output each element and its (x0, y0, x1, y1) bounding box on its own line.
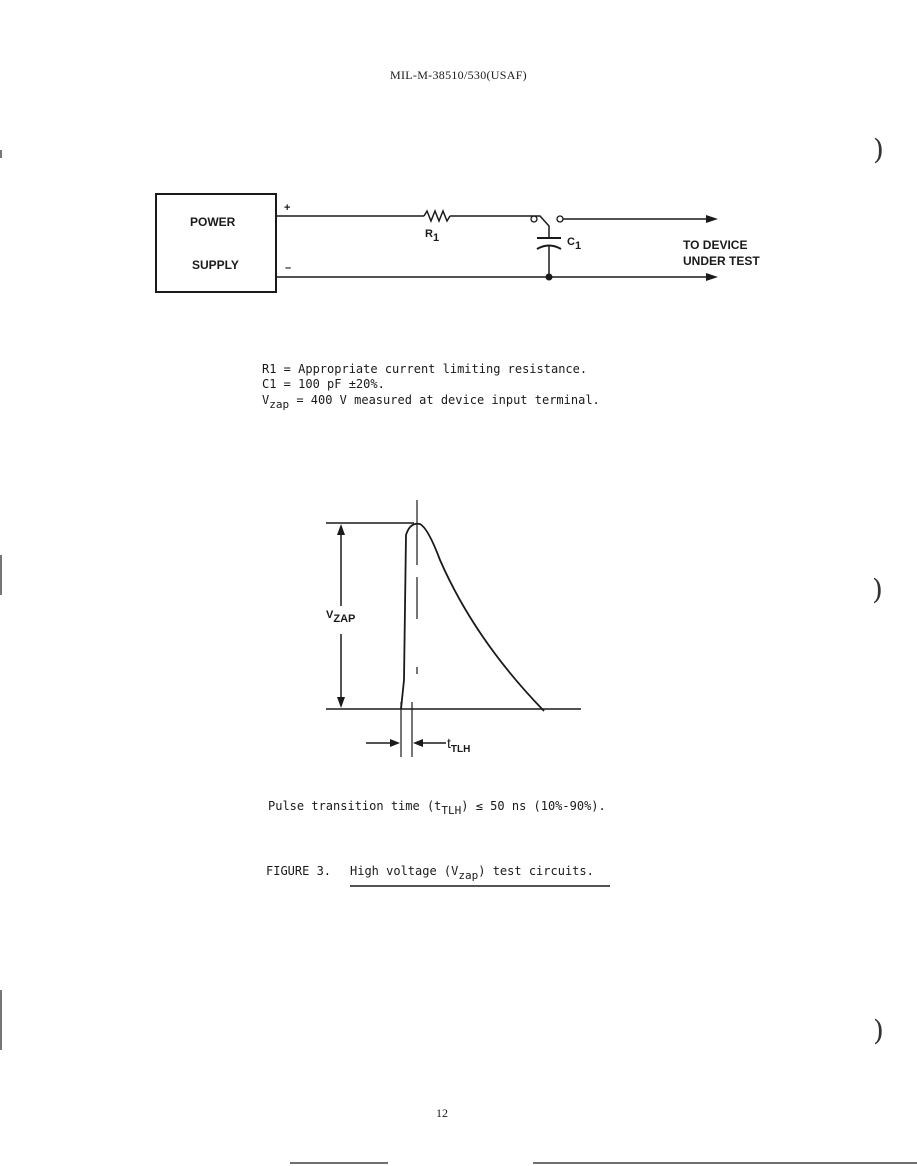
t-arrow-right-head (413, 739, 423, 747)
pulse-waveform (401, 524, 544, 711)
binder-mark-3: ) (873, 1014, 884, 1047)
note-c1: C1 = 100 pF ±20%. (262, 377, 385, 391)
pulse-note: Pulse transition time $(t_{TLH}) \le 50$ ns (10%-90%). (268, 799, 606, 817)
figure-label: FIGURE 3. (266, 864, 332, 878)
junction-dot (546, 274, 553, 281)
power-supply-box (156, 194, 276, 292)
capacitor-lead-top (530, 216, 549, 238)
switch-contact-right (557, 216, 563, 222)
binder-mark-1: ) (873, 133, 884, 166)
binder-mark-2: ) (872, 573, 883, 606)
pulse-ttlh-label: $t_{TLH}$ (447, 735, 471, 755)
capacitor-label: $C_1$ (567, 236, 582, 252)
arrow-top (706, 215, 718, 223)
to-device-label-line1: TO DEVICE (683, 238, 748, 252)
power-supply-label-line1: POWER (190, 215, 236, 229)
arrow-bottom (706, 273, 718, 281)
pulse-vzap-label: $V_{ZAP}$ (326, 609, 356, 625)
positive-terminal-sign: + (284, 202, 291, 214)
figure-title: High voltage $(V_{zap})$ test circuits. (350, 864, 594, 882)
note-vzap: $V_{zap} = 400$ V measured at device input terminal. (262, 393, 600, 411)
to-device-label-line2: UNDER TEST (683, 254, 760, 268)
vzap-arrow-up (337, 524, 345, 535)
document-number: MIL-M-38510/530(USAF) (390, 68, 527, 82)
vzap-arrow-down (337, 697, 345, 708)
negative-terminal-sign: – (285, 262, 292, 274)
resistor-label: $R_1$ (425, 228, 440, 244)
page-number: 12 (436, 1106, 448, 1120)
t-arrow-left-head (390, 739, 400, 747)
switch-contact-left (531, 216, 537, 222)
power-supply-label-line2: SUPPLY (192, 258, 239, 272)
resistor-r1 (424, 211, 450, 221)
note-r1: R1 = Appropriate current limiting resistance. (262, 362, 588, 376)
